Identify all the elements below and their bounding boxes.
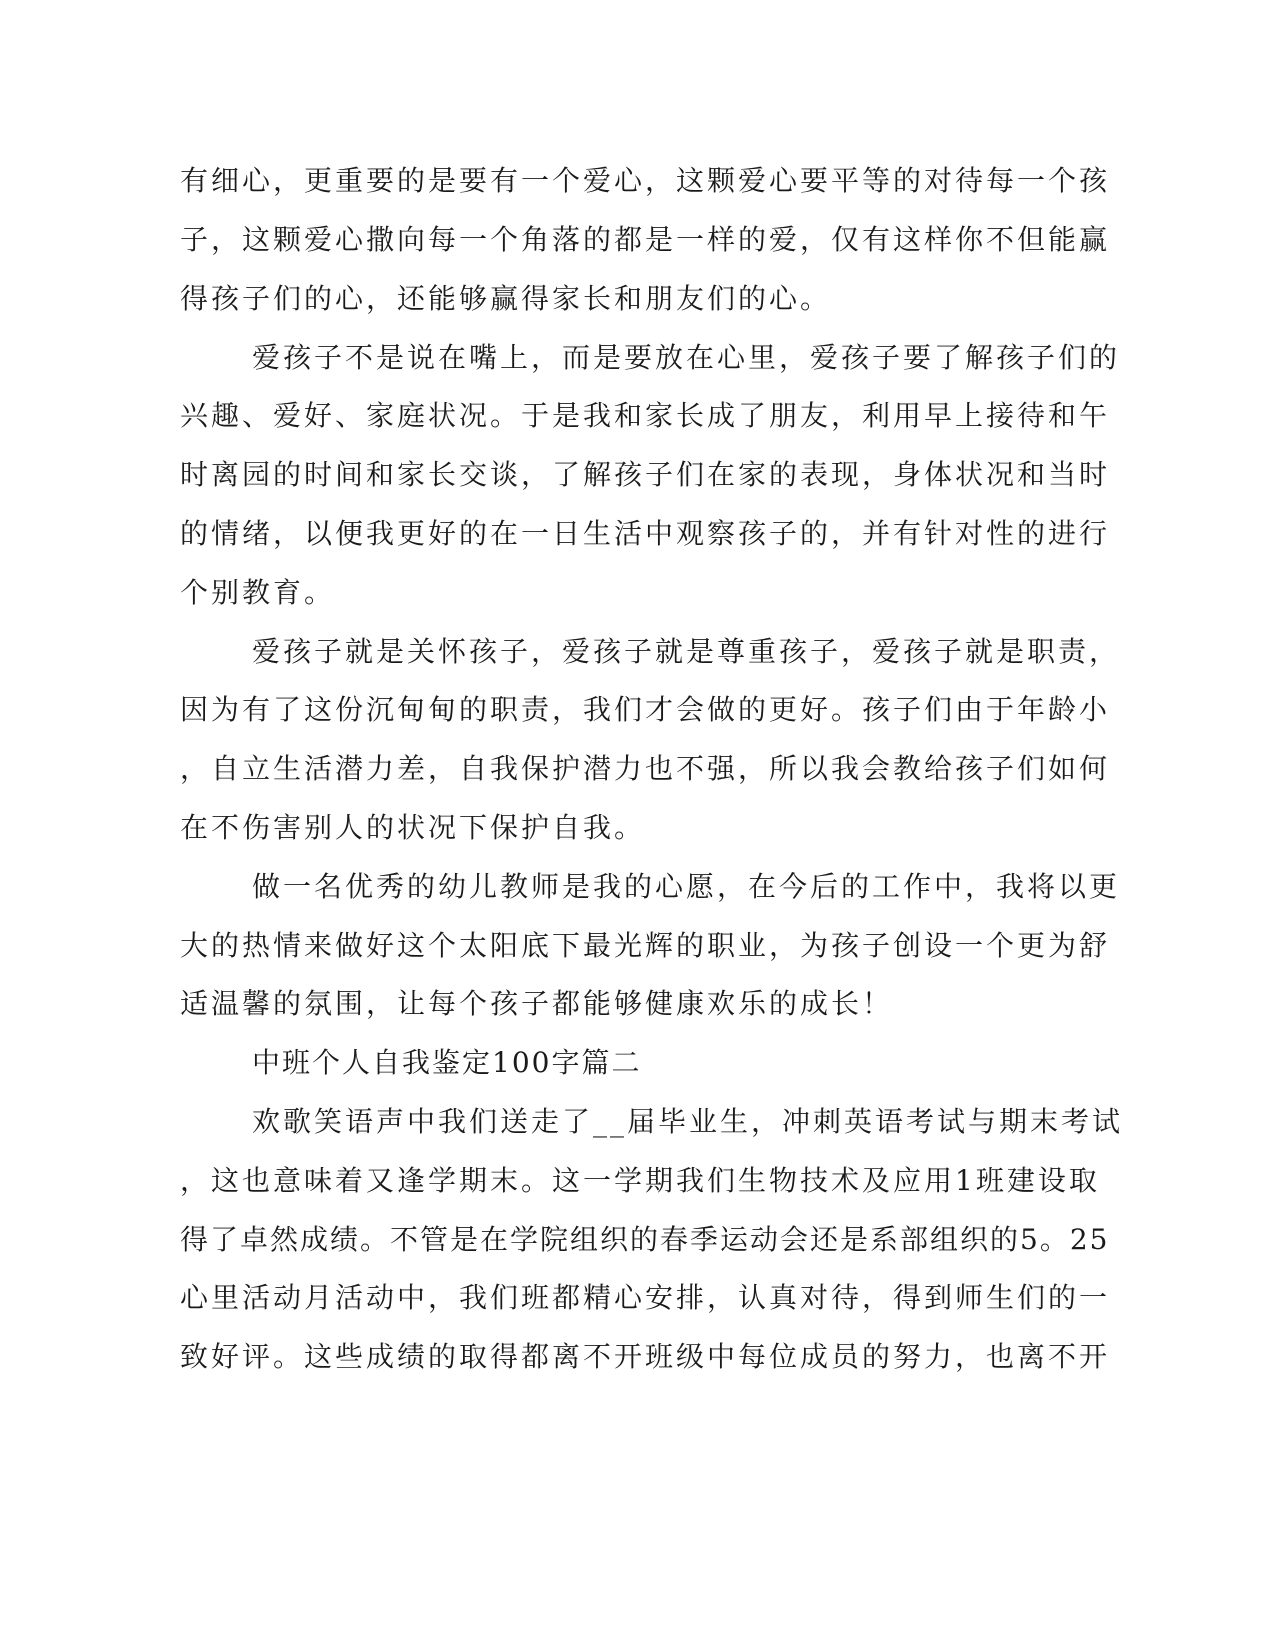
text-line: 子，这颗爱心撒向每一个角落的都是一样的爱，仅有这样你不但能赢	[180, 223, 1111, 256]
text-line: 爱孩子就是关怀孩子，爱孩子就是尊重孩子，爱孩子就是职责，	[252, 635, 1121, 668]
text-line: ，自立生活潜力差，自我保护潜力也不强，所以我会教给孩子们如何	[180, 752, 1111, 785]
text-line: 爱孩子不是说在嘴上，而是要放在心里，爱孩子要了解孩子们的	[252, 341, 1121, 374]
text-line: 的情绪，以便我更好的在一日生活中观察孩子的，并有针对性的进行	[180, 517, 1111, 550]
text-line: 有细心，更重要的是要有一个爱心，这颗爱心要平等的对待每一个孩	[180, 164, 1111, 197]
text-line: 个别教育。	[180, 576, 336, 609]
text-line: 得孩子们的心，还能够赢得家长和朋友们的心。	[180, 282, 832, 315]
text-line: 适温馨的氛围，让每个孩子都能够健康欢乐的成长！	[180, 987, 894, 1020]
text-line: ，这也意味着又逢学期末。这一学期我们生物技术及应用1班建设取	[180, 1164, 1100, 1197]
text-line: 在不伤害别人的状况下保护自我。	[180, 811, 646, 844]
text-line: 致好评。这些成绩的取得都离不开班级中每位成员的努力，也离不开	[180, 1340, 1111, 1373]
text-line: 时离园的时间和家长交谈，了解孩子们在家的表现，身体状况和当时	[180, 458, 1111, 491]
text-line: 做一名优秀的幼儿教师是我的心愿，在今后的工作中，我将以更	[252, 870, 1121, 903]
section-heading: 中班个人自我鉴定100字篇二	[252, 1046, 642, 1079]
text-line: 欢歌笑语声中我们送走了__届毕业生，冲刺英语考试与期末考试	[252, 1105, 1124, 1138]
text-line: 大的热情来做好这个太阳底下最光辉的职业，为孩子创设一个更为舒	[180, 929, 1111, 962]
text-line: 兴趣、爱好、家庭状况。于是我和家长成了朋友，利用早上接待和午	[180, 399, 1111, 432]
text-line: 得了卓然成绩。不管是在学院组织的春季运动会还是系部组织的5。25	[180, 1223, 1110, 1256]
text-line: 因为有了这份沉甸甸的职责，我们才会做的更好。孩子们由于年龄小	[180, 693, 1111, 726]
text-line: 心里活动月活动中，我们班都精心安排，认真对待，得到师生们的一	[180, 1281, 1111, 1314]
